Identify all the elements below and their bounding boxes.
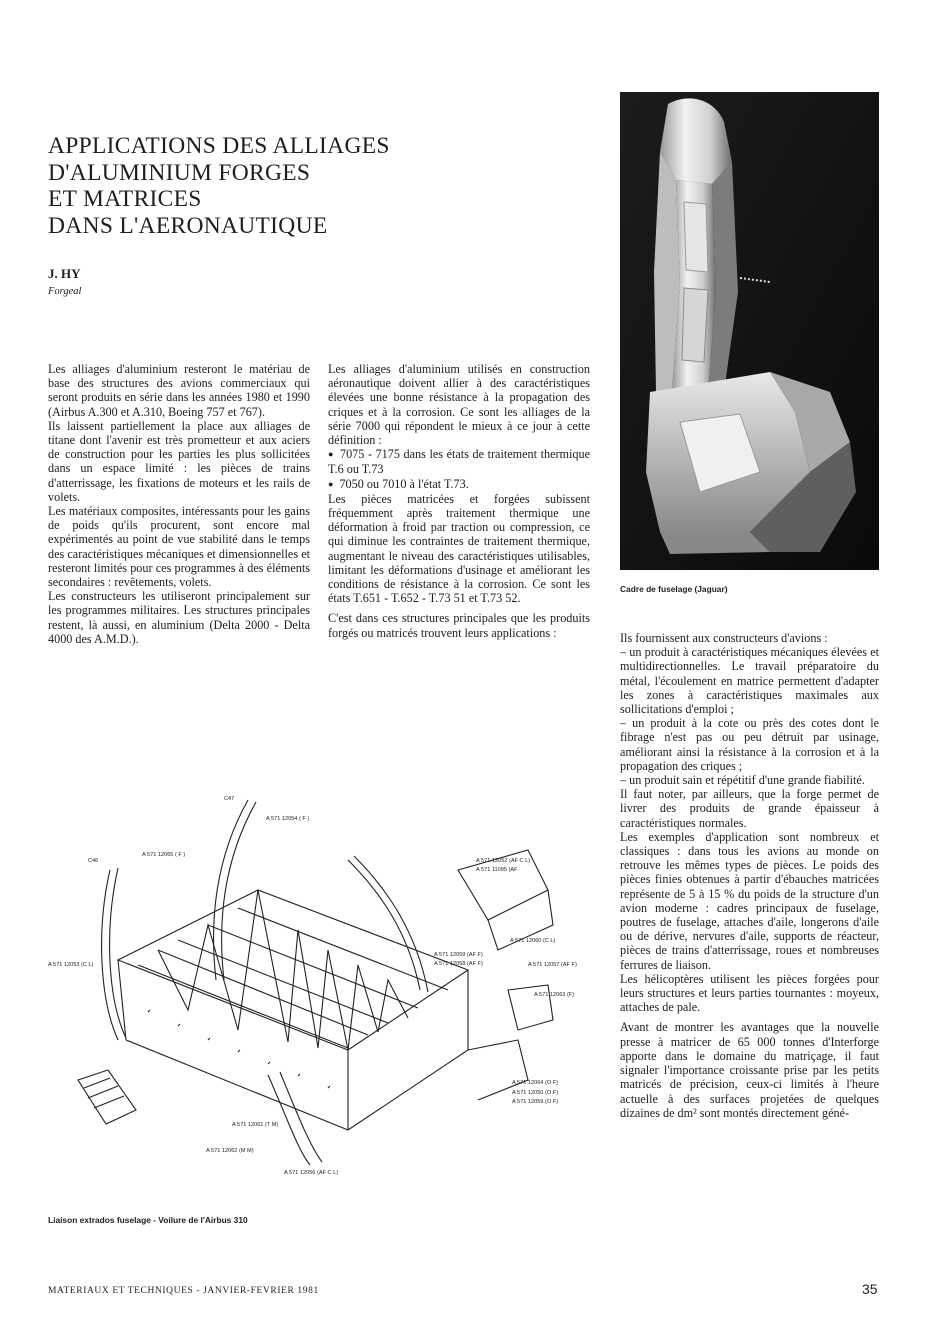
title-line: DANS L'AERONAUTIQUE [48, 212, 328, 239]
paragraph: Ils laissent partiellement la place aux alliages de titane dont l'avenir est très prometteur et aux aciers de construction pour les parties les plus sollicitées dans un espace limité : les pièces de trains d'atterrissage, les fixations de moteurs et les rails de volets. [48, 418, 310, 504]
text-column-3 [620, 631, 879, 1120]
dash-item: – un produit à caractéristiques mécaniques élevées et multidirectionnelles. Le travail préparatoire du métal, l'écoulement en matrice permettent d'adapter les zones à caractéristiques maximales aux sollicitations d'emploi ; [620, 645, 879, 717]
diagram-label: A 571 12061 (T M) [232, 1122, 279, 1128]
diagram-label: A 571 12058 (AF F) [434, 961, 483, 967]
drawing-caption: Liaison extrados fuselage - Voilure de l'Airbus 310 [48, 1215, 248, 1225]
article-title [48, 133, 468, 239]
diagram-label: A 571 12062 (M M) [206, 1148, 254, 1154]
diagram-label: A 571 12050 (O F) [512, 1090, 559, 1096]
diagram-label: A 571 12065 ( F ) [142, 852, 186, 858]
diagram-label: A 571 12059 (O F) [512, 1099, 559, 1105]
photo-caption: Cadre de fuselage (Jaguar) [620, 584, 728, 594]
paragraph: Les alliages d'aluminium resteront le matériau de base des structures des avions commerciaux qui seront produits en série dans les années 1980 et 1990 (Airbus A.300 et A.310, Boeing 757 et 767). [48, 362, 310, 419]
diagram-label: A 571 12059 (AF F) [434, 952, 483, 958]
dash-item: – un produit à la cote ou près des cotes dont le fibrage n'est pas ou peu détruit par usinage, améliorant ainsi la résistance à la corrosion et à la propagation des criques ; [620, 716, 879, 773]
paragraph: Les pièces matricées et forgées subissent fréquemment après traitement thermique une déformation à froid par traction ou compression, ce qui diminue les contraintes de traitement thermique, augmentant le niveau des caractéristiques utilisables, limitant les déformations d'usinage et améliorant les conditions de résistance à la corrosion. Ce sont les états T.651 - T.652 - T.73 51 et T.73 52. [328, 491, 590, 606]
page-number: 35 [862, 1281, 878, 1297]
diagram-label: A 571 12057 (AF F) [528, 962, 577, 968]
bullet-item: ● 7050 ou 7010 à l'état T.73. [328, 477, 590, 492]
fuselage-frame-image [620, 92, 879, 570]
wing-fuselage-diagram [48, 780, 580, 1190]
text-column-1 [48, 362, 310, 646]
title-line: APPLICATIONS DES ALLIAGES [48, 133, 390, 159]
diagram-label: A 571 12053 (C L) [48, 962, 94, 968]
paragraph: Ils fournissent aux constructeurs d'avions : [620, 631, 828, 645]
paragraph: Les constructeurs les utiliseront principalement sur les programmes militaires. Les structures principales restent, là aussi, en aluminium (Delta 2000 - Delta 4000 des A.M.D.). [48, 589, 310, 646]
paragraph: Les exemples d'application sont nombreux et classiques : dans tous les avions au monde on retrouve les mêmes types de pièces. Le poids des pièces finies obtenues à partir d'ébauches matricées représente de 5 à 15 % du poids de la structure d'un avion moderne : cadres principaux de fuselage, poutres de fuselage, attaches d'aile, longerons d'aile ou de dérive, nervures d'aile, supports de réacteur, pièces de trains d'atterrissage, roues et nombreuses ferrures de liaison. [620, 829, 879, 972]
paragraph: Il faut noter, par ailleurs, que la forge permet de livrer des produits de grande épaisseur à caractéristiques normales. [620, 787, 879, 830]
paragraph: Les alliages d'aluminium utilisés en construction aéronautique doivent allier à des caractéristiques élevées une bonne résistance à la propagation des criques et à la corrosion. Ce sont les alliages de la série 7000 qui répondent le mieux à ce jour à cette définition : [328, 362, 590, 448]
wing-fuselage-drawing [48, 780, 580, 1190]
journal-footer: MATERIAUX ET TECHNIQUES - JANVIER-FEVRIER 1981 [48, 1286, 319, 1296]
paragraph: Avant de montrer les avantages que la nouvelle presse à matricer de 65 000 tonnes d'Interforge apporte dans le domaine du matriçage, il faut signaler l'importance croissante prise par les petits matricés de précision, ceux-ci limités à l'heure actuelle à des surfaces projetées de quelques dizaines de dm² sont montés directement géné- [620, 1020, 879, 1120]
diagram-label: A 571 12064 (O F) [512, 1080, 559, 1086]
title-line: ET MATRICES [48, 186, 202, 212]
diagram-label: A 571 11095 (AF [476, 867, 518, 873]
diagram-label: C46 [88, 858, 99, 864]
text-column-2 [328, 362, 590, 640]
diagram-label: A 571 12054 ( F ) [266, 816, 310, 822]
paragraph: Les hélicoptères utilisent les pièces forgées pour leurs structures et leurs parties tournantes : moyeux, attaches de pale. [620, 971, 879, 1015]
dash-item: – un produit sain et répétitif d'une grande fiabilité. [620, 773, 865, 788]
paragraph: C'est dans ces structures principales que les produits forgés ou matricés trouvent leurs applications : [328, 611, 590, 640]
diagram-label: C47 [224, 796, 235, 802]
fuselage-frame-photo [620, 92, 879, 570]
title-line: D'ALUMINIUM FORGES [48, 159, 311, 186]
paragraph: Les matériaux composites, intéressants pour les gains de poids qu'ils procurent, sont encore mal expérimentés au point de vue stabilité dans le temps des caractéristiques mécaniques et dimensionnelles et resteront limités pour ces programmes à des éléments secondaires : revêtements, volets. [48, 504, 310, 590]
author-name: J. HY [48, 266, 81, 281]
diagram-label: A 571 12063 (F) [534, 992, 575, 998]
author-affiliation: Forgeal [48, 286, 82, 297]
diagram-label: A 571 12056 (AF C L) [284, 1170, 339, 1176]
diagram-label: A 571 12052 (AF C L) [476, 858, 531, 864]
diagram-label: A 571 12060 (C L) [510, 938, 556, 944]
bullet-item: ● 7075 - 7175 dans les états de traitement thermique T.6 ou T.73 [328, 447, 590, 476]
